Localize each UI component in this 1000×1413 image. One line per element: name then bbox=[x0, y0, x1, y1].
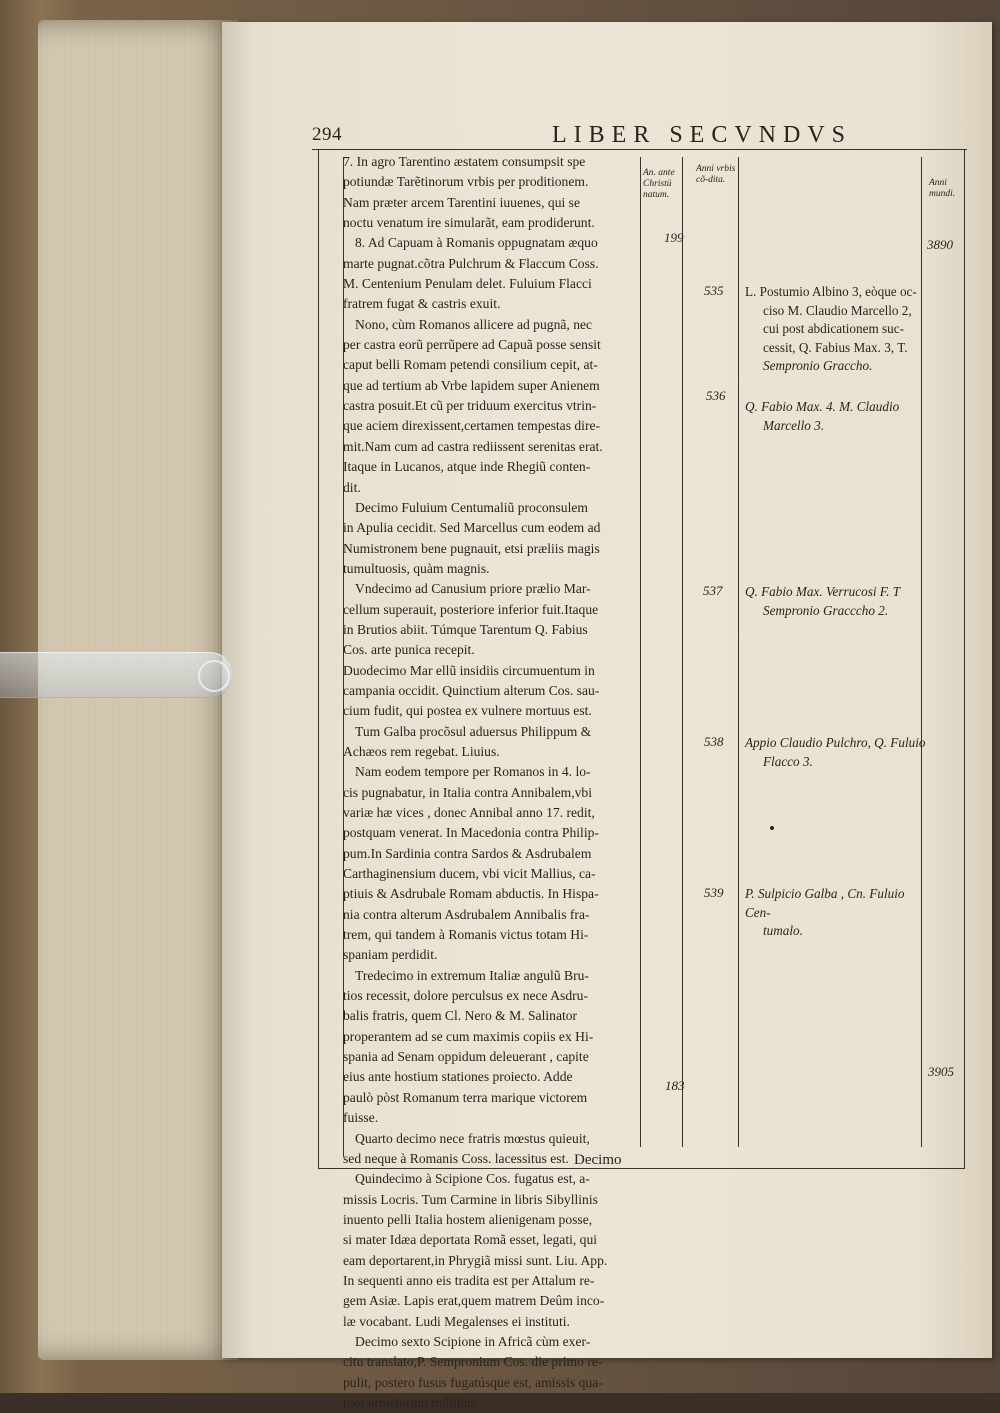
text-line: spaniam perdidit. bbox=[343, 947, 438, 963]
consul-line: cui post abdicationem suc- bbox=[763, 321, 904, 336]
text-line: properantem ad se cum maximis copiis ex Hi- bbox=[343, 1028, 594, 1044]
text-line: missis Locris. Tum Carmine in libris Sibyllinis bbox=[343, 1191, 598, 1207]
header-anni-mundi: Anni mundi. bbox=[929, 178, 956, 199]
text-line: potiundæ Tarẽtinorum vrbis per proditionem. bbox=[343, 174, 589, 190]
year-mundi: 3905 bbox=[928, 1064, 954, 1079]
text-line: citu translato,P. Sempronium Cos. die primo re- bbox=[343, 1354, 603, 1370]
text-line: 8. Ad Capuam à Romanis oppugnatam æquo bbox=[355, 235, 598, 251]
rule-urbis-left bbox=[682, 157, 683, 1147]
consul-line: cessit, Q. Fabius Max. 3, T. bbox=[763, 339, 908, 355]
text-line: per castra eorũ perrũpere ad Capuã posse sensit bbox=[343, 337, 601, 353]
text-line: fratrem fugat & castris exuit. bbox=[343, 296, 501, 312]
text-line: tumultuosis, quàm magnis. bbox=[343, 560, 490, 576]
rule-bc bbox=[640, 157, 641, 1147]
text-line: variæ hæ vices , donec Annibal anno 17. redit, bbox=[343, 805, 595, 820]
text-line: cis pugnabatur, in Italia contra Annibalem,vbi bbox=[343, 784, 592, 800]
consul-line: Flacco 3. bbox=[763, 753, 813, 769]
text-line: ptiuis & Asdrubale Romam abductis. In Hispa- bbox=[343, 886, 599, 902]
text-line: castra posuit.Et cũ per triduum exercitus vtrin- bbox=[343, 398, 597, 414]
text-line: caput belli Romam petendi consilium cepit, at- bbox=[343, 357, 598, 373]
consul-line: tumalo. bbox=[763, 923, 803, 938]
text-line: Achæos rem regebat. Liuius. bbox=[343, 743, 500, 759]
consul-line: L. Postumio Albino 3, eòque oc- bbox=[745, 284, 917, 299]
text-line: 7. In agro Tarentino æstatem consumpsit spe bbox=[343, 154, 586, 169]
text-line: Nono, cùm Romanos allicere ad pugnã, nec bbox=[355, 316, 593, 332]
header-an-ante-christi: An. ante Christü natum. bbox=[643, 168, 675, 200]
text-line: dit. bbox=[343, 479, 361, 495]
text-line: pum.In Sardinia contra Sardos & Asdrubalem bbox=[343, 845, 592, 861]
text-line: Carthaginensium ducem, vbi vicit Mallius, ca- bbox=[343, 866, 596, 882]
consul-line: P. Sulpicio Galba , Cn. Fuluio Cen- bbox=[745, 886, 905, 920]
text-line: fuisse. bbox=[343, 1110, 379, 1126]
text-line: in Apulia cecidit. Sed Marcellus cum eodem ad bbox=[343, 520, 601, 536]
consul-line: Appio Claudio Pulchro, Q. Fuluio bbox=[745, 735, 926, 750]
text-line: campania occidit. Quinctium alterum Cos. sau- bbox=[343, 682, 600, 698]
text-line: Duodecimo Mar ellũ insidiis circumuentum in bbox=[343, 662, 595, 678]
consul-line: ciso M. Claudio Marcello 2, bbox=[763, 302, 912, 318]
text-line: mit.Nam cum ad castra rediissent serenitas erat. bbox=[343, 438, 603, 454]
text-line: Nam eodem tempore per Romanos in 4. lo- bbox=[355, 764, 591, 780]
year-urbis: 536 bbox=[706, 388, 726, 403]
text-line: Decimo sexto Scipione in Africã cùm exer- bbox=[355, 1333, 591, 1349]
text-line: Tum Galba procõsul aduersus Philippum & bbox=[355, 723, 592, 739]
text-line: balis fratris, quem Cl. Nero & M. Salinator bbox=[343, 1008, 578, 1024]
text-line: In sequenti anno eis tradita est per Attalum re- bbox=[343, 1272, 595, 1288]
text-line: Cos. arte punica recepit. bbox=[343, 642, 475, 658]
catchword: Decimo bbox=[574, 1152, 622, 1168]
text-line: Itaque in Lucanos, atque inde Rhegiũ conten- bbox=[343, 459, 591, 475]
year-urbis: 535 bbox=[704, 283, 724, 298]
text-line: paulò pòst Romanum terra marique victorem bbox=[343, 1089, 588, 1105]
text-line: in Brutios abiit. Túmque Tarentum Q. Fabius bbox=[343, 621, 588, 637]
text-line: Vndecimo ad Canusium priore prælio Mar- bbox=[355, 581, 591, 597]
text-line: Tredecimo in extremum Italiæ angulũ Bru- bbox=[355, 967, 589, 983]
text-line: postquam venerat. In Macedonia contra Philip- bbox=[343, 825, 599, 841]
text-line: Quarto decimo nece fratris mœstus quieuit, bbox=[355, 1130, 590, 1146]
text-line: tios recessit, dolore perculsus ex nece Asdru- bbox=[343, 988, 588, 1004]
header-anni-urbis: Anni vrbis cõ-dita. bbox=[696, 164, 736, 185]
year-urbis: 537 bbox=[703, 583, 723, 598]
text-line: sed neque à Romanis Coss. lacessitus est. bbox=[343, 1150, 569, 1166]
consul-entry bbox=[745, 583, 930, 620]
text-line: Quindecimo à Scipione Cos. fugatus est, a- bbox=[355, 1171, 590, 1187]
consul-line: Q. Fabio Max. 4. M. Claudio bbox=[745, 399, 900, 414]
text-line: læ vocabant. Ludi Megalenses ei instituti. bbox=[343, 1313, 570, 1329]
consul-entry bbox=[745, 283, 930, 376]
page-number: 294 bbox=[312, 124, 342, 145]
text-line: inuento pelli Italia hostem alienigenam posse, bbox=[343, 1211, 593, 1227]
consul-line: Sempronio Gracccho 2. bbox=[763, 602, 889, 618]
consul-line: Marcello 3. bbox=[763, 417, 825, 433]
running-head bbox=[312, 122, 962, 152]
text-line: pulit, postero fusus fugatúsque est, amissis qua- bbox=[343, 1374, 603, 1390]
text-line: nia contra alterum Asdrubalem Annibalis fra- bbox=[343, 906, 590, 922]
book-title: LIBER SECVNDVS bbox=[552, 122, 853, 148]
text-line: marte pugnat.cõtra Pulchrum & Flaccum Coss. bbox=[343, 255, 599, 271]
consul-entry bbox=[745, 398, 930, 435]
text-line: M. Centenium Penulam delet. Fuluium Flacci bbox=[343, 276, 592, 292]
consul-entry bbox=[745, 734, 930, 771]
text-line: cellum superauit, posteriore inferior fuit.Itaque bbox=[343, 601, 599, 617]
consul-entry bbox=[745, 885, 930, 941]
text-line: gem Asiæ. Lapis erat,quem matrem Deûm inco- bbox=[343, 1293, 605, 1309]
year-mundi: 3890 bbox=[927, 237, 953, 252]
text-line: trem, qui tandem à Romanis victus totam Hi- bbox=[343, 927, 589, 943]
year-bc: 199 bbox=[664, 230, 684, 245]
ink-spot bbox=[770, 826, 774, 830]
text-line: eam deportarent,in Phrygiã missi sunt. Liu. App. bbox=[343, 1252, 608, 1268]
year-urbis: 539 bbox=[704, 885, 724, 900]
text-line: tuor armatorum millibus. bbox=[343, 1394, 480, 1410]
text-line: Nam præter arcem Tarentini iuuenes, qui se bbox=[343, 194, 580, 210]
year-bc: 183 bbox=[665, 1078, 685, 1093]
text-line: si mater Idæa deportata Romã esset, legati, qui bbox=[343, 1232, 598, 1248]
text-line: que aciem direxissent,certamen tempestas dire- bbox=[343, 418, 601, 434]
text-line: que ad tertium ab Vrbe lapidem super Anienem bbox=[343, 377, 600, 393]
text-line: Numistronem bene pugnauit, etsi præliis magis bbox=[343, 540, 600, 556]
consul-line: Q. Fabio Max. Verrucosi F. T bbox=[745, 584, 901, 599]
text-line: Decimo Fuluium Centumaliũ proconsulem bbox=[355, 499, 588, 515]
text-line: noctu venatum ire simularãt, eam prodiderunt. bbox=[343, 215, 595, 231]
main-text bbox=[343, 152, 640, 1413]
consul-line: Sempronio Graccho. bbox=[763, 358, 873, 373]
year-urbis: 538 bbox=[704, 734, 724, 749]
rule-urbis-right bbox=[738, 157, 739, 1147]
tab-loop-icon bbox=[198, 660, 230, 692]
text-line: eius ante hostium stationes proiecto. Adde bbox=[343, 1069, 573, 1085]
text-line: cium fudit, qui postea ex vulnere mortuus est. bbox=[343, 703, 592, 719]
text-line: spania ad Senam oppidum deleuerant , capite bbox=[343, 1049, 589, 1065]
